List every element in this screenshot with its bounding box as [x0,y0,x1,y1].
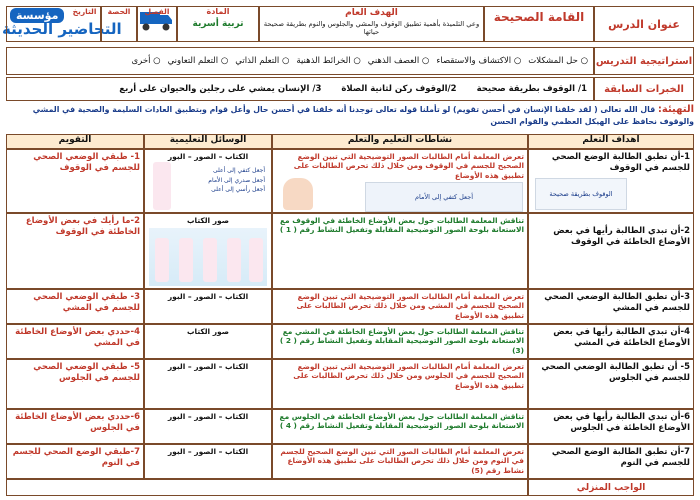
intro-label: التهيئة: [657,104,694,115]
strategy-option[interactable]: ○ أخرى [131,56,161,66]
objective-text: 4-أن تبدي الطالبة رأيها في بعض الأوضاع الخاطئة في المشي [553,327,690,349]
evaluation-text: 4-حددي بعض الأوضاع الخاطئة في المشي [15,327,140,349]
activity-cell [272,324,528,359]
objective-cell [528,444,694,479]
evaluation-text: 7-طبقي الوضع الصحي للجسم في النوم [12,447,140,469]
activity-text: تعرض المعلمة أمام الطالبات الصور التوضيحية التي تبين الوضع الصحيح للجسم في الوقوف ومن خلال ذلك تحرص الطالبات على تطبيق هذه الأوضاع [293,152,524,180]
intro-row [6,103,694,131]
strategy-option[interactable]: ○ التعلم التعاوني [167,56,229,66]
posture-banner: أجعل كتفي إلى الأمام [365,182,523,212]
activity-cell [272,289,528,324]
col-objectives-header: اهداف التعلم [528,134,694,149]
intro-block [6,103,694,127]
prior-label-cell [594,77,694,101]
evaluation-text: 1- طبقي الوضعي الصحي للجسم في الوقوف [33,152,140,174]
objective-text: 7-أن تطبق الطالبة الوضع الصحي للجسم في النوم [551,447,690,469]
activity-text: تناقش المعلمة الطالبات حول بعض الأوضاع الخاطئة في الجلوس مع الاستعانة بلوحة الصور التوضيحية المقابلة وتفعيل النشاط رقم ( 4 ) [279,412,524,431]
lesson-name: القامة الصحيحة [493,10,585,24]
tools-text: الكتاب – الصور – البور [167,152,249,161]
lesson-title-label: عنوان الدرس [608,17,680,31]
posture-pictures [149,228,267,286]
lesson-title-cell [594,6,694,42]
evaluation-text: 5- طبقي الوضعي الصحي للجسم في الجلوس [33,362,140,384]
evaluation-cell [6,149,144,213]
class-label: الفصل [144,7,170,16]
objective-text: 5- أن تطبق الطالبة الوضعي الصحي للجسم في الجلوس [541,362,690,384]
evaluation-cell [6,409,144,444]
activity-text: تناقش المعلمة الطالبات حول بعض الأوضاع الخاطئة في الوقوف مع الاستعانة بلوحة الصور التوضيحية المقابلة وتفعيل النشاط رقم ( 1 ) [279,216,524,235]
header-row [6,6,694,42]
strategies-list [6,47,594,75]
strategies-label: استراتيجية التدريس [595,55,693,67]
evaluation-text: 2-ما رأيك في بعض الأوضاع الخاطئة في الوقوف [25,216,140,238]
objective-text: 1-أن تطبق الطالبة الوضع الصحي للجسم في الوقوف [551,152,690,174]
tools-cell [144,289,272,324]
evaluation-cell [6,359,144,409]
strategy-option[interactable]: ○ الاكتشاف والاستقصاء [436,56,522,66]
class-cell [137,6,177,42]
objective-text: 6-أن تبدي الطالبة رأيها في بعض الأوضاع الخاطئة في الجلوس [553,412,690,434]
activity-text: تعرض المعلمة أمام الطالبات الصور التوضيحية التي تبين الوضع الصحيح للجسم في الجلوس ومن خلال ذلك تحرص الطالبات على تطبيق هذه الأوضاع [293,362,524,390]
homework-label: الواجب المنزلي [576,482,646,493]
book-illustration: الوقوف بطريقة صحيحة [535,178,627,210]
strategy-option[interactable]: ○ التعلم الذاتي [235,56,290,66]
period-cell [101,6,137,42]
evaluation-cell [6,444,144,479]
homework-content[interactable] [6,479,528,496]
activity-cell [272,409,528,444]
objective-cell [528,324,694,359]
prior-label: الخبرات السابقة [604,83,684,95]
evaluation-cell [6,213,144,289]
prior-item: 3/ الإنسان يمشي على رجلين والحيوان على أربع [119,84,322,94]
objective-cell [528,289,694,324]
evaluation-cell [6,289,144,324]
logo-main-text: التحاضير الحديثة [2,20,122,38]
tools-text: الكتاب – الصور – البور [167,292,249,301]
date-label: التاريخ [72,7,97,16]
date-cell [6,6,101,42]
main-table [6,134,694,498]
tools-cell [144,324,272,359]
tools-cell [144,149,272,213]
girl-photo [283,178,313,210]
tools-cell [144,444,272,479]
strategy-option[interactable]: ○ العصف الذهني [367,56,430,66]
subject-cell [177,6,259,42]
prior-list [6,77,594,101]
strategy-option[interactable]: ○ الخرائط الذهنية [296,56,361,66]
tools-cell [144,359,272,409]
activity-cell [272,359,528,409]
col-activities-header: نشاطات التعليم والتعلم [272,134,528,149]
activity-cell [272,149,528,213]
evaluation-text: 6-حددي بعض الأوضاع الخاطئة في الجلوس [15,412,140,434]
goal-label: الهدف العام [345,8,398,18]
strategies-row [6,47,694,75]
objective-cell [528,213,694,289]
tools-cell [144,213,272,289]
activity-cell [272,213,528,289]
activity-text: تعرض المعلمة أمام الطالبات الصور التي تبين الوضع الصحيح للجسم في النوم ومن خلال ذلك تحرص الطالبات على تطبيق هذه الأوضاع نشاط رقم (5) [280,447,524,475]
tools-text: الكتاب – الصور – البور [167,412,249,421]
subject-label: المادة [206,7,230,16]
tools-text: صور الكتاب [186,327,230,336]
prior-item: 2/الوقوف ركن لثانية الصلاة [341,84,457,94]
prior-item: 1/ الوقوف بطريقة صحيحة [476,84,587,94]
girl-figure [153,162,171,210]
tools-text: الكتاب – الصور – البور [167,362,249,371]
subject-value: تربية أسرية [192,19,244,29]
evaluation-cell [6,324,144,359]
col-evaluation-header: التقويم [6,134,144,149]
col-tools-header: الوسائل التعليمية [144,134,272,149]
homework-label-cell [528,479,694,496]
intro-text: قال الله تعالى ( لقد خلقنا الإنسان في أحسن تقويم) لو تأملنا قوله تعالى توجدنا أنه خلقنا في أحسن حال وأعل قوام وبتطبيق العادات السليمة والصحية في المشي والوقوف نحافظ على الهيكل العظمي والقوام الحسن [32,105,694,126]
logo-brand: مؤسسة [10,8,64,23]
activity-text: تعرض المعلمة أمام الطالبات الصور التوضيحية التي تبين الوضع الصحيح للجسم في المشي ومن خلال ذلك تحرص الطالبات على تطبيق هذه الأوضاع [296,292,524,320]
posture-labels: أجعل كتفي إلى أعلى أجعل صدري إلى الأمام أجعل رأسي إلى أعلى [208,167,265,194]
activity-text: تناقش المعلمة الطالبات حول بعض الأوضاع الخاطئة في المشي مع الاستعانة بلوحة الصور التوضيحية المقابلة وتفعيل النشاط رقم ( 2 ) (3) [279,327,524,355]
tools-cell [144,409,272,444]
tools-text: صور الكتاب [186,216,230,225]
objective-text: 3-أن تطبق الطالبة الوضعي الصحي للجسم في المشي [544,292,690,314]
tools-text: الكتاب – الصور – البور [167,447,249,456]
objective-text: 2-أن تبدي الطالبة رأيها في بعض الأوضاع الخاطئة في الوقوف [553,226,690,248]
period-label: الحصة [107,7,131,16]
objective-cell [528,409,694,444]
goal-cell [259,6,484,42]
list-cell [484,6,594,42]
objective-cell [528,359,694,409]
prior-row [6,77,694,101]
goal-text: وعي التلميذة بأهمية تطبيق الوقوف والمشي والجلوس والنوم بطريقة صحيحة حياتها [263,20,480,37]
strategy-option[interactable]: ○ حل المشكلات [528,56,588,66]
activity-cell [272,444,528,479]
evaluation-text: 3- طبقي الوضعي الصحي للجسم في المشي [33,292,140,314]
strategies-label-cell [594,47,694,75]
objective-cell [528,149,694,213]
